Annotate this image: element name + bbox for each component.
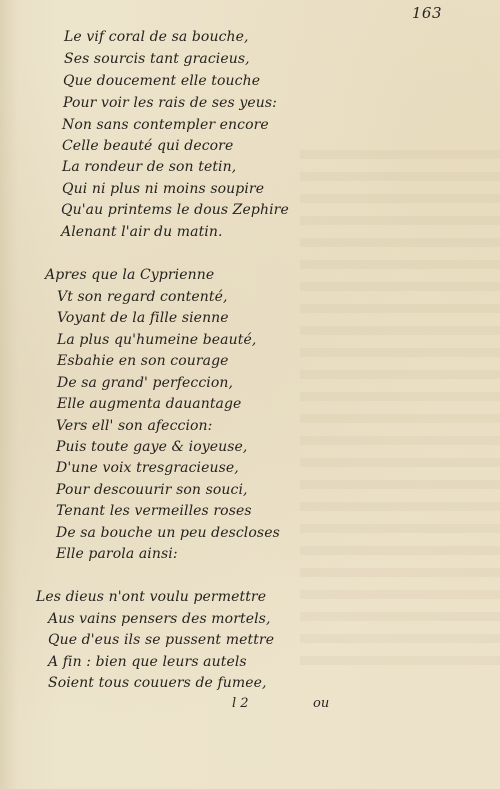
verse-line: Que doucement elle touche xyxy=(63,73,261,89)
verse-line: La plus qu'humeine beauté, xyxy=(57,332,257,348)
verse-line: Alenant l'air du matin. xyxy=(61,224,223,240)
verse-line: Vers ell' son afeccion: xyxy=(56,418,213,434)
verse-line: Esbahie en son courage xyxy=(57,353,229,369)
verse-line: Puis toute gaye & ioyeuse, xyxy=(56,439,248,455)
verse-line: D'une voix tresgracieuse, xyxy=(56,460,239,476)
verse-line: Tenant les vermeilles roses xyxy=(56,503,252,519)
verse-line: Qu'au printems le dous Zephire xyxy=(61,202,289,218)
verse-line: Elle augmenta dauantage xyxy=(57,396,242,412)
show-through-text xyxy=(300,150,500,670)
verse-line: Vt son regard contenté, xyxy=(57,289,228,305)
verse-line: Ses sourcis tant gracieus, xyxy=(64,51,250,67)
catchword: ou xyxy=(313,696,330,711)
verse-line: Non sans contempler encore xyxy=(62,117,269,133)
verse-line: Apres que la Cyprienne xyxy=(45,267,215,283)
verse-line: De sa bouche un peu descloses xyxy=(56,525,280,541)
verse-line: Qui ni plus ni moins soupire xyxy=(62,181,265,197)
verse-line: A fin : bien que leurs autels xyxy=(48,654,247,670)
verse-line: Pour descouurir son souci, xyxy=(56,482,248,498)
verse-line: Voyant de la fille sienne xyxy=(57,310,229,326)
verse-line: Pour voir les rais de ses yeus: xyxy=(63,95,277,111)
verse-line: Les dieus n'ont voulu permettre xyxy=(36,589,267,605)
signature-mark: l 2 xyxy=(232,696,249,711)
page-number: 163 xyxy=(411,4,442,22)
verse-line: Aus vains pensers des mortels, xyxy=(48,611,271,627)
verse-line: Que d'eus ils se pussent mettre xyxy=(48,632,275,648)
verse-line: La rondeur de son tetin, xyxy=(62,159,237,175)
verse-line: Celle beauté qui decore xyxy=(62,138,234,154)
verse-line: Elle parola ainsi: xyxy=(56,546,178,562)
verse-line: De sa grand' perfeccion, xyxy=(57,375,234,391)
verse-line: Soient tous couuers de fumee, xyxy=(48,675,267,691)
verse-line: Le vif coral de sa bouche, xyxy=(64,29,249,45)
